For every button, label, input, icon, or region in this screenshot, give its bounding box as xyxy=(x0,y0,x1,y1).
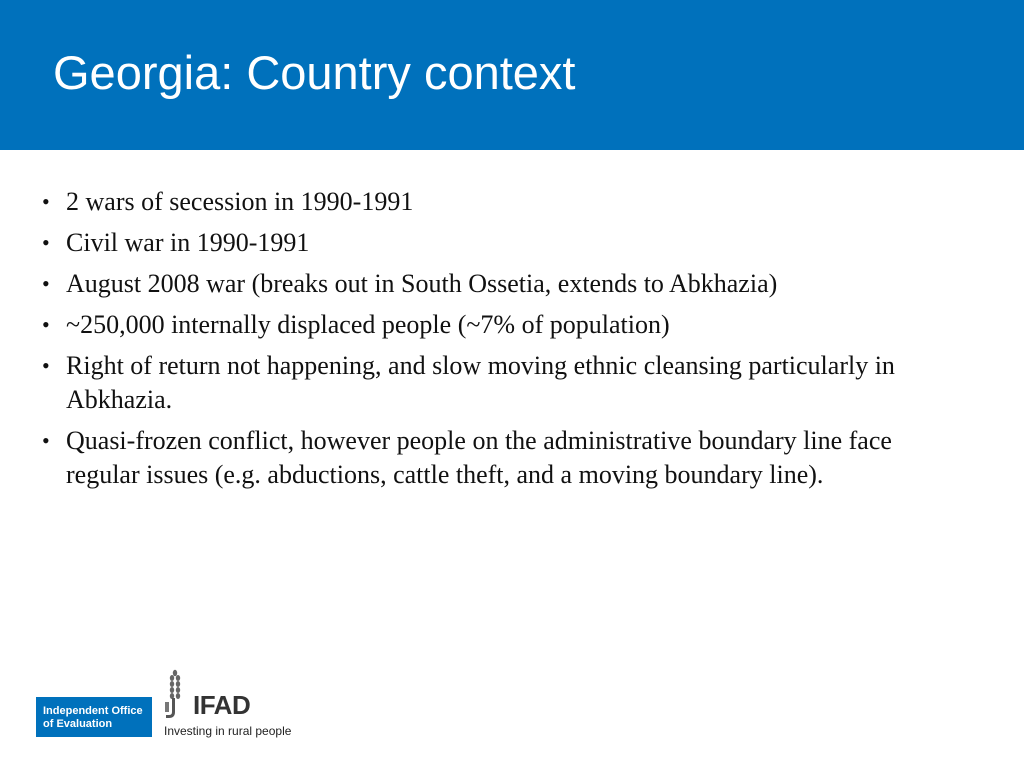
ioe-logo-line1: Independent Office xyxy=(43,705,143,717)
ifad-tagline: Investing in rural people xyxy=(164,724,292,738)
bullet-text: ~250,000 internally displaced people (~7% of population) xyxy=(66,310,670,339)
bullet-text: August 2008 war (breaks out in South Ossetia, extends to Abkhazia) xyxy=(66,269,778,298)
bullet-item xyxy=(40,267,960,301)
ifad-wordmark: IFAD xyxy=(193,690,251,720)
bullet-text: Quasi-frozen conflict, however people on the administrative boundary line face regular issues (e.g. abductions, cattle theft, and a moving boundary line). xyxy=(66,426,892,489)
bullet-text: Right of return not happening, and slow moving ethnic cleansing particularly in Abkhazia. xyxy=(66,351,895,414)
bullet-item xyxy=(40,185,960,219)
bullet-marker: • xyxy=(42,428,50,453)
slide-title: Georgia: Country context xyxy=(53,46,576,99)
bullet-item xyxy=(40,424,960,492)
bullet-list xyxy=(40,185,960,499)
bullet-item xyxy=(40,349,960,417)
bullet-marker: • xyxy=(42,189,50,214)
bullet-text: Civil war in 1990-1991 xyxy=(66,228,310,257)
ifad-wheat-emblem-icon xyxy=(163,668,195,722)
bullet-marker: • xyxy=(42,312,50,337)
bullet-text: 2 wars of secession in 1990-1991 xyxy=(66,187,414,216)
title-bar xyxy=(0,0,1024,150)
ioe-logo xyxy=(36,697,152,737)
ioe-logo-line2: of Evaluation xyxy=(43,718,113,730)
bullet-marker: • xyxy=(42,271,50,296)
bullet-item xyxy=(40,226,960,260)
bullet-marker: • xyxy=(42,353,50,378)
bullet-marker: • xyxy=(42,230,50,255)
ifad-logo xyxy=(163,668,303,740)
bullet-item xyxy=(40,308,960,342)
